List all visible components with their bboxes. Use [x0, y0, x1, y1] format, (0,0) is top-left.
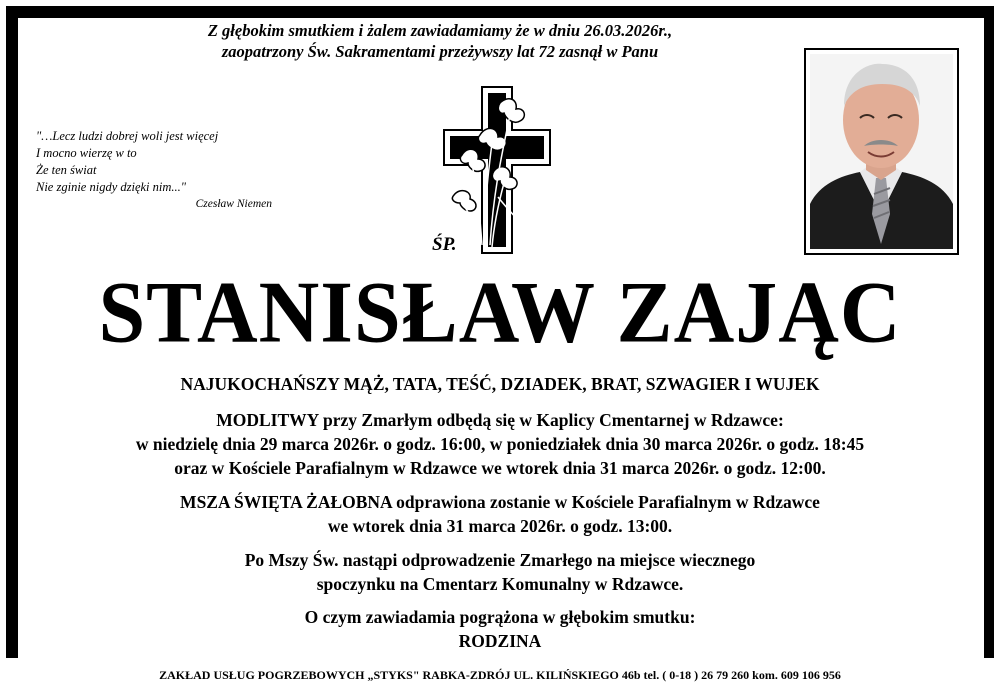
- quote-line-4: Nie zginie nigdy dzięki nim...": [36, 180, 187, 194]
- mass-line-1: MSZA ŚWIĘTA ŻAŁOBNA odprawiona zostanie w Kościele Parafialnym w Rdzawce: [180, 492, 820, 512]
- intro-line-1: Z głębokim smutkiem i żalem zawiadamiamy że w dniu 26.03.2026r.,: [207, 21, 673, 40]
- deceased-name: STANISŁAW ZAJĄC: [98, 263, 902, 362]
- procession-block: [0, 548, 1000, 596]
- closing-line-1: O czym zawiadamia pogrążona w głębokim smutku:: [304, 607, 696, 627]
- closing-line-2: RODZINA: [458, 631, 542, 651]
- prayers-line-1: MODLITWY przy Zmarłym odbędą się w Kaplicy Cmentarnej w Rdzawce:: [216, 410, 784, 430]
- mass-block: [0, 490, 1000, 538]
- relation-line: NAJUKOCHAŃSZY MĄŻ, TATA, TEŚĆ, DZIADEK, BRAT, SZWAGIER I WUJEK: [180, 374, 820, 394]
- mass-line-2: we wtorek dnia 31 marca 2026r. o godz. 13:00.: [327, 516, 673, 536]
- cross-with-lilies-icon: [442, 85, 552, 255]
- intro-text: [160, 20, 720, 62]
- quote-line-1: "…Lecz ludzi dobrej woli jest więcej: [36, 129, 219, 143]
- prayers-line-3: oraz w Kościele Parafialnym w Rdzawce we wtorek dnia 31 marca 2026r. o godz. 12:00.: [174, 458, 826, 478]
- procession-line-2: spoczynku na Cmentarz Komunalny w Rdzawce.: [316, 574, 684, 594]
- quote-line-2: I mocno wierzę w to: [36, 146, 137, 160]
- portrait-photo: [804, 48, 959, 255]
- prayers-line-2: w niedzielę dnia 29 marca 2026r. o godz. 16:00, w poniedziałek dnia 30 marca 2026r. o godz. 18:45: [135, 434, 865, 454]
- quote-author: Czesław Niemen: [195, 198, 272, 210]
- intro-line-2: zaopatrzony Św. Sakramentami przeżywszy lat 72 zasnął w Panu: [221, 42, 659, 61]
- closing-block: [0, 605, 1000, 653]
- procession-line-1: Po Mszy Św. nastąpi odprowadzenie Zmarłego na miejsce wiecznego: [244, 550, 756, 570]
- sp-label: ŚP.: [432, 234, 457, 255]
- quote-line-3: Że ten świat: [36, 163, 97, 177]
- quote-block: [36, 128, 286, 213]
- prayers-block: [0, 408, 1000, 480]
- funeral-home-footer: ZAKŁAD USŁUG POGRZEBOWYCH „STYKS" RABKA-ZDRÓJ UL. KILIŃSKIEGO 46b tel. ( 0-18 ) 26 79 260 kom. 609 106 956: [159, 668, 841, 682]
